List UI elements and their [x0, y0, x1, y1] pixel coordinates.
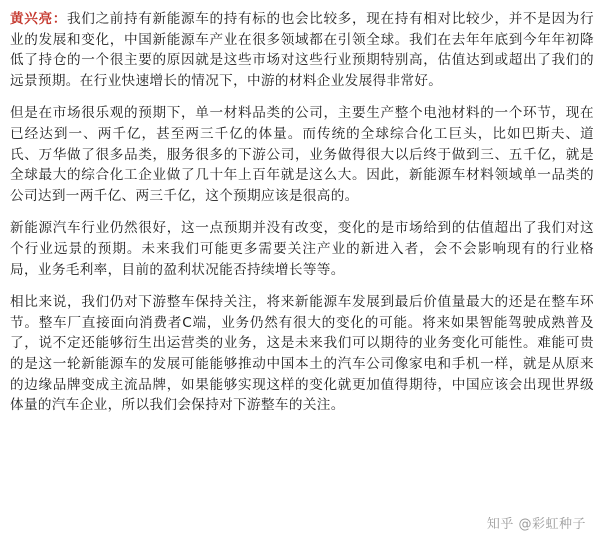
paragraph-1 — [10, 9, 594, 91]
speaker-label: 黄兴亮： — [10, 11, 68, 27]
paragraph-3: 新能源汽车行业仍然很好，这一点预期并没有改变，变化的是市场给到的估值超出了我们对这个行业远景的预期。未来我们可能更多需要关注产业的新进入者，会不会影响现有的行业格局，业务毛利率，目前的盈利状况能否持续增长等等。 — [10, 220, 594, 278]
paragraph-4: 相比来说，我们仍对下游整车保持关注，将来新能源车发展到最后价值量最大的还是在整车环节。整车厂直接面向消费者C端，业务仍然有很大的变化的可能。将来如果智能驾驶成熟普及了，说不定还能够衍生出运营类的业务，这是未来我们可以期待的业务变化可能性。难能可贵的是这一轮新能源车的发展可能能够推动中国本土的汽车公司像家电和手机一样，就是从原来的边缘品牌变成主流品牌，如果能够实现这样的变化就更加值得期待，中国应该会出现世界级体量的汽车企业，所以我们会保持对下游整车的关注。 — [10, 294, 594, 414]
paragraph-1-text: 我们之前持有新能源车的持有标的也会比较多，现在持有相对比较少，并不是因为行业的发展和变化，中国新能源车产业在很多领域都在引领全球。我们在去年年底到今年年初降低了持仓的一个很主要的原因就是这些市场对这些行业预期特别高，估值达到或超出了我们的远景预期。在行业快速增长的情况下，中游的材料企业发展得非常好。 — [10, 11, 594, 89]
article-body — [10, 9, 594, 428]
paragraph-2: 但是在市场很乐观的预期下，单一材料品类的公司，主要生产整个电池材料的一个环节，现在已经达到一、两千亿，甚至两三千亿的体量。而传统的全球综合化工巨头，比如巴斯夫、道氏、万华做了很多品类，服务很多的下游公司，业务做得很大以后终于做到三、五千亿，就是全球最大的综合化工企业做了几十年上百年就是这么大。因此，新能源车材料领域单一品类的公司达到一两千亿、两三千亿，这个预期应该是很高的。 — [10, 105, 594, 204]
zhihu-watermark: 知乎 @彩虹种子 — [486, 517, 586, 532]
